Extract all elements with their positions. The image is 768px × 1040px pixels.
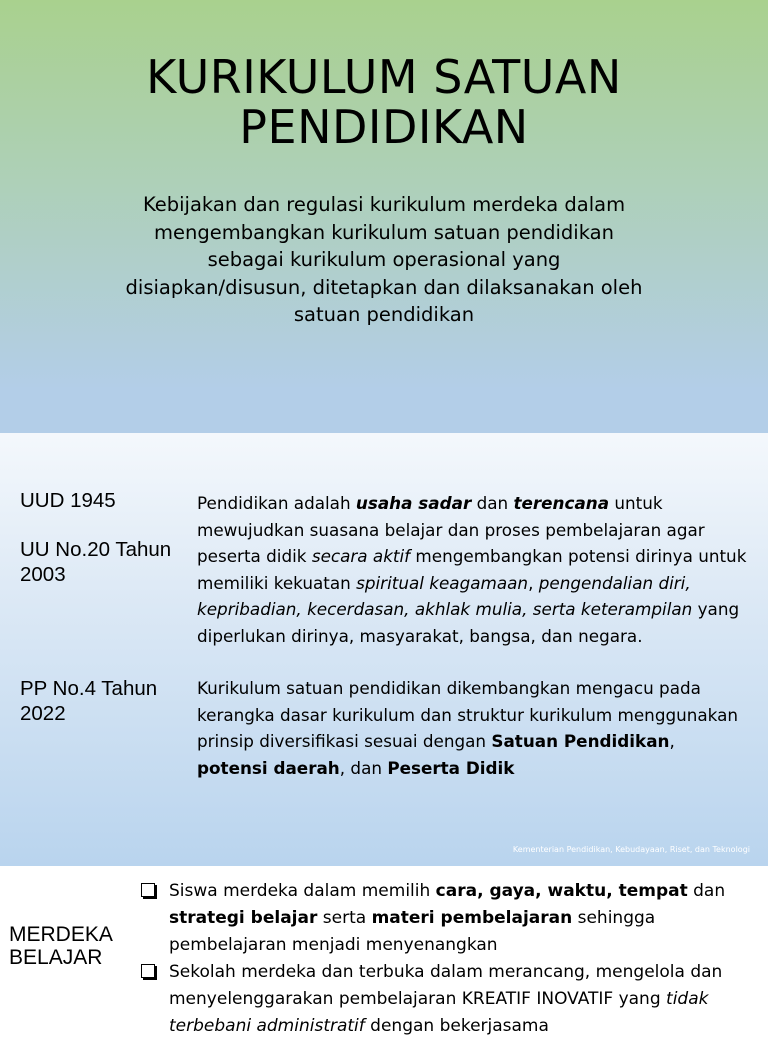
emphasis: usaha sadar <box>355 493 472 513</box>
merdeka-belajar-label: MERDEKA BELAJAR <box>9 923 112 969</box>
legal-basis-description <box>197 490 747 781</box>
list-item <box>140 878 760 959</box>
merdeka-belajar-list <box>140 878 760 1040</box>
bold: Peserta Didik <box>387 757 515 778</box>
text: Siswa merdeka dalam memilih <box>169 881 436 901</box>
checkbox-bullet-icon <box>141 883 155 897</box>
text: , <box>669 731 675 751</box>
text: dan <box>687 881 726 901</box>
law-uud-1945: UUD 1945 <box>20 489 116 512</box>
law-uu-no20: UU No.20 Tahun 2003 <box>20 538 172 586</box>
text: Pendidikan adalah <box>197 493 356 513</box>
italic: secara aktif <box>311 546 411 566</box>
text: yang diperlukan dirinya, masyarakat, bangsa, dan negara. <box>197 599 740 646</box>
subtitle-line-5: satuan pendidikan <box>293 303 475 326</box>
italic: spiritual keagamaan <box>356 572 529 593</box>
text: dan <box>471 493 514 513</box>
bold: strategi belajar <box>169 908 318 928</box>
ministry-footer: Kementerian Pendidikan, Kebudayaan, Riset, dan Teknologi <box>512 845 750 854</box>
title-line-1: KURIKULUM SATUAN <box>146 50 622 104</box>
text: , dan <box>339 757 388 778</box>
title-line-2: PENDIDIKAN <box>239 100 529 154</box>
slide-title <box>0 0 768 433</box>
bold: Satuan Pendidikan <box>491 731 670 751</box>
bold: materi pembelajaran <box>371 908 573 928</box>
italic: pengendalian diri, kepribadian, kecerdasan, akhlak mulia, serta keterampilan <box>197 572 693 619</box>
text: untuk mewujudkan suasana belajar dan proses pembelajaran agar peserta didik <box>197 493 705 566</box>
italic: tidak terbebani administratif <box>169 989 709 1036</box>
law-pp-no4: PP No.4 Tahun 2022 <box>20 677 158 725</box>
checkbox-bullet-icon <box>141 964 155 978</box>
subtitle-line-1: Kebijakan dan regulasi kurikulum merdeka dalam <box>142 193 626 216</box>
text: dengan bekerjasama <box>364 1016 549 1036</box>
definition-paragraph <box>197 490 747 649</box>
text: Kurikulum satuan pendidikan dikembangkan mengacu pada kerangka dasar kurikulum dan struktur kurikulum menggunakan prinsip diversifikasi sesuai dengan <box>197 678 739 751</box>
text: Sekolah merdeka dan terbuka dalam merancang, mengelola dan menyelenggarakan pembelajaran KREATIF INOVATIF yang <box>169 962 723 1009</box>
bold: potensi daerah <box>197 757 340 778</box>
text: sehingga pembelajaran menjadi menyenangkan <box>169 908 656 955</box>
curriculum-paragraph <box>197 675 747 781</box>
list-item <box>140 959 760 1040</box>
subtitle-line-3: sebagai kurikulum operasional yang <box>207 248 561 271</box>
emphasis: terencana <box>513 493 610 513</box>
bold: cara, gaya, waktu, tempat <box>435 881 688 901</box>
text: , <box>528 572 539 593</box>
slide-title-heading <box>0 52 768 152</box>
slide-title-subtitle <box>100 191 668 329</box>
text: serta <box>317 908 372 928</box>
slide-legal-basis <box>0 433 768 866</box>
subtitle-line-4: disiapkan/disusun, ditetapkan dan dilaksanakan oleh <box>125 275 643 299</box>
slide-merdeka-belajar <box>0 866 768 1036</box>
text: mengembangkan potensi dirinya untuk memiliki kekuatan <box>197 546 747 593</box>
subtitle-line-2: mengembangkan kurikulum satuan pendidikan <box>154 220 614 244</box>
